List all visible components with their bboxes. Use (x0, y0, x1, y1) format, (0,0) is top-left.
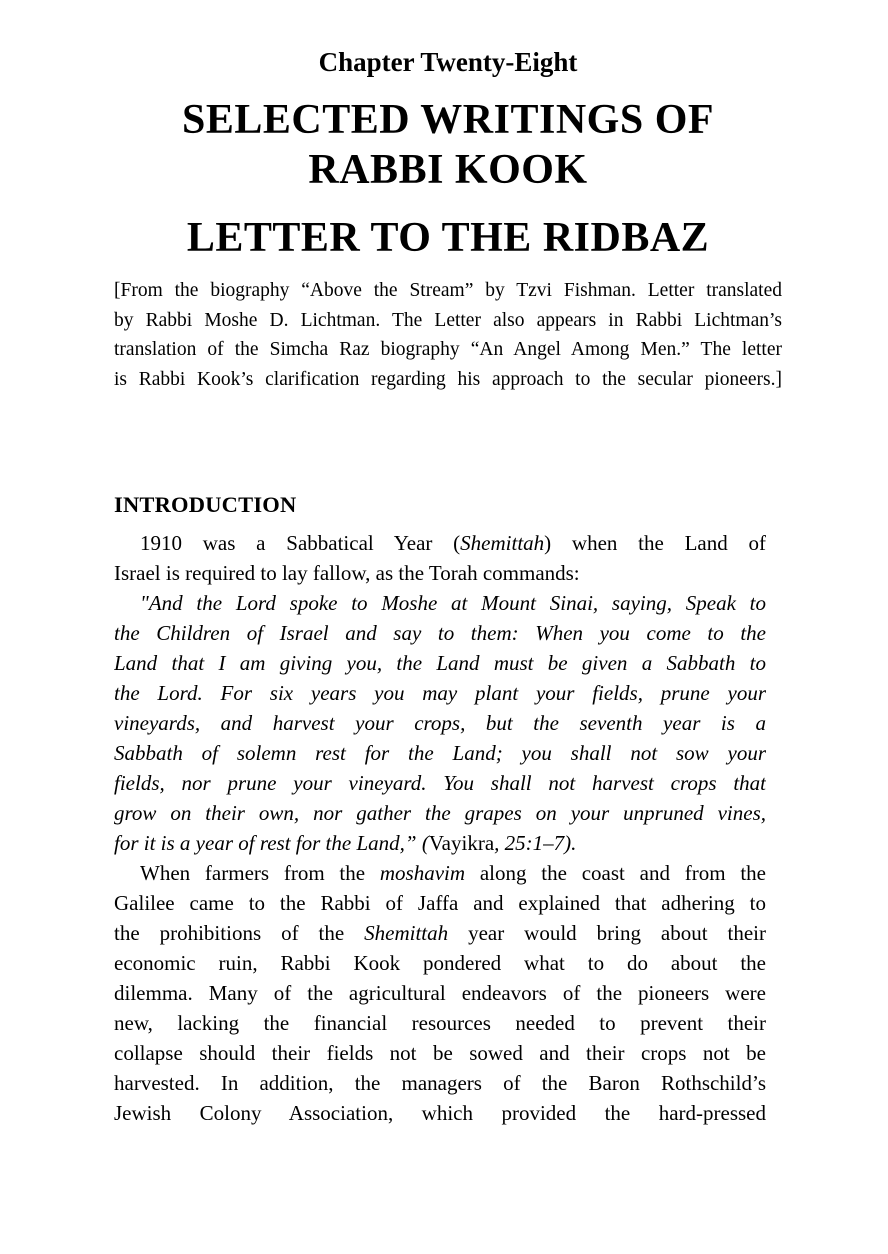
document-page (0, 46, 888, 1254)
intro-opening-paragraph (114, 528, 766, 588)
text-line: vineyards, and harvest your crops, but the seventh year is a (114, 711, 766, 735)
text-line: the prohibitions of the Shemittah year would bring about their (114, 921, 766, 945)
text-line: 1910 was a Sabbatical Year (Shemittah) when the Land of (140, 531, 766, 555)
text-line: by Rabbi Moshe D. Lichtman. The Letter also appears in Rabbi Lichtman’s (114, 309, 782, 331)
text-line: "And the Lord spoke to Moshe at Mount Sinai, saying, Speak to (140, 591, 766, 615)
document-title (114, 95, 782, 195)
text-line: Land that I am giving you, the Land must be given a Sabbath to (114, 651, 766, 675)
document-title-line1: SELECTED WRITINGS OF (181, 97, 715, 143)
text-line: Sabbath of solemn rest for the Land; you shall not sow your (114, 741, 766, 765)
text-line: Israel is required to lay fallow, as the Torah commands: (114, 561, 580, 585)
text-line: [From the biography “Above the Stream” by Tzvi Fishman. Letter translated (114, 280, 782, 301)
text-line: harvested. In addition, the managers of the Baron Rothschild’s (114, 1071, 766, 1095)
text-line: is Rabbi Kook’s clarification regarding his approach to the secular pioneers.] (114, 368, 782, 390)
text-line: translation of the Simcha Raz biography “An Angel Among Men.” The letter (114, 339, 782, 360)
document-subtitle: LETTER TO THE RIDBAZ (186, 215, 710, 261)
text-line: Galilee came to the Rabbi of Jaffa and explained that adhering to (114, 891, 766, 915)
text-line: economic ruin, Rabbi Kook pondered what to do about the (114, 951, 766, 975)
text-line: for it is a year of rest for the Land,” (Vayikra, 25:1–7). (114, 831, 577, 855)
introduction-heading: INTRODUCTION (114, 492, 297, 517)
text-line: dilemma. Many of the agricultural endeavors of the pioneers were (114, 981, 766, 1005)
farmers-paragraph (114, 858, 766, 1128)
chapter-heading: Chapter Twenty-Eight (318, 47, 578, 77)
source-note (114, 276, 782, 394)
text-line: Jewish Colony Association, which provided the hard-pressed (114, 1101, 766, 1125)
text-line: collapse should their fields not be sowed and their crops not be (114, 1041, 766, 1065)
text-line: When farmers from the moshavim along the coast and from the (140, 861, 766, 885)
text-line: new, lacking the financial resources needed to prevent their (114, 1011, 766, 1035)
text-line: the Children of Israel and say to them: When you come to the (114, 621, 766, 645)
torah-quote-paragraph (114, 588, 766, 858)
text-line: grow on their own, nor gather the grapes on your unpruned vines, (114, 801, 766, 825)
document-title-line2: RABBI KOOK (308, 147, 588, 193)
text-line: fields, nor prune your vineyard. You shall not harvest crops that (114, 771, 766, 795)
text-line: the Lord. For six years you may plant your fields, prune your (114, 681, 766, 705)
